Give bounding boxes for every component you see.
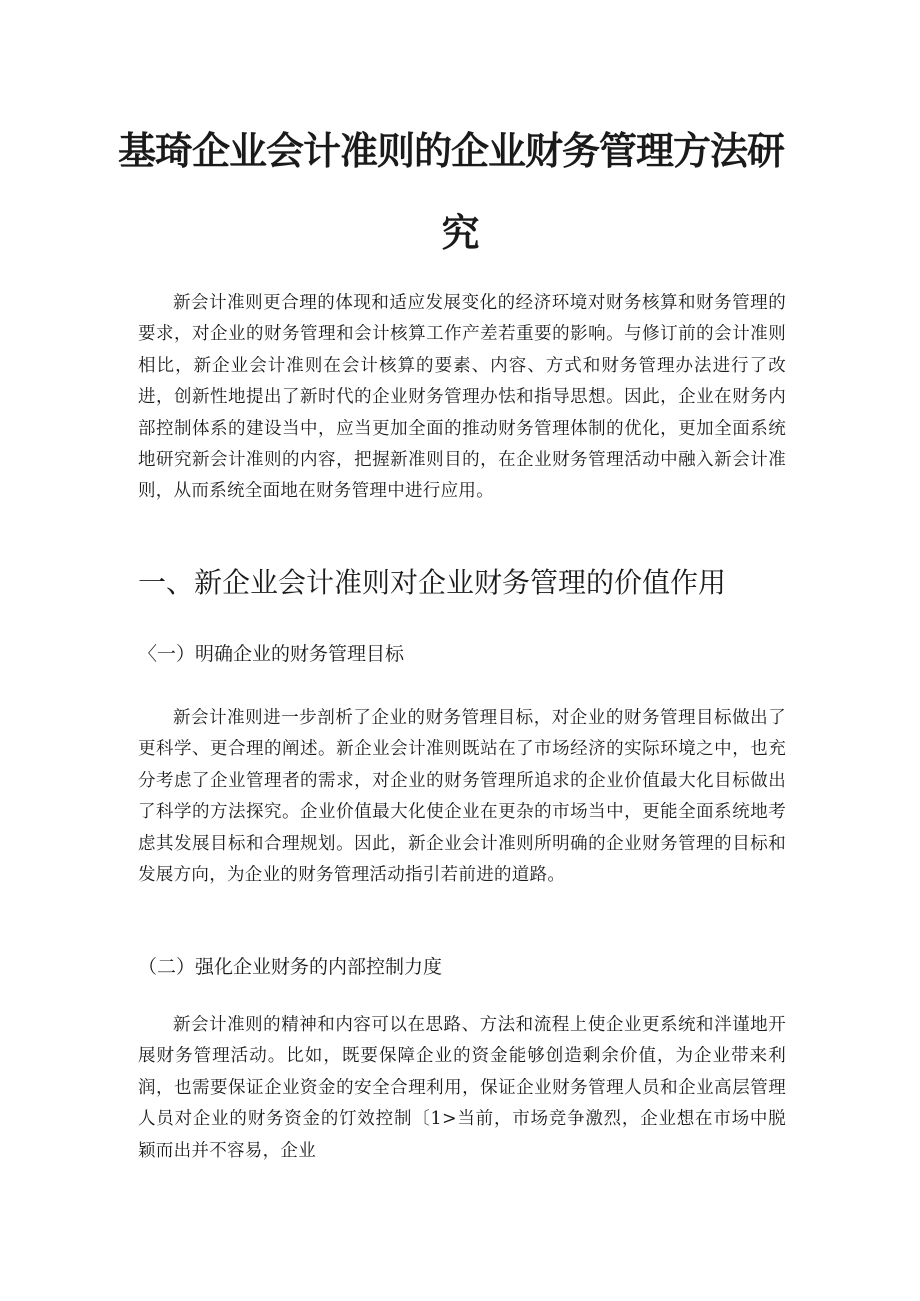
intro-paragraph: 新会计准则更合理的体现和适应发展变化的经济环境对财务核算和财务管理的要求，对企业的财务管理和会计核算工作产差若重要的影响。与修订前的会计准则相比，新企业会计准则在会计核算的要素、内容、方式和财务管理办法进行了改进，创新性地提出了新时代的企业财务管理办怯和指导思想。因此，企业在财务内部控制体系的建设当中，应当更加全面的推动财务管理体制的优化，更加全面系统地研究新会计准则的内容，把握新准则目的，在企业财务管理活动中融入新会计准则，从而系统全面地在财务管理中进行应用。 xyxy=(138,293,786,502)
document-title-line-1: 基琦企业会计准则的企业财务管理方法研 xyxy=(118,129,785,173)
subsection-1-paragraph: 新会计准则进一步剖析了企业的财务管理目标，对企业的财务管理目标做出了更科学、更合理的阐述。新企业会计准则既站在了市场经济的实际环境之中，也充分考虑了企业管理者的需求，对企业的财务管理所追求的企业价值最大化目标做出了科学的方法探究。企业价值最大化使企业在更杂的市场当中，更能全面系统地考虑其发展目标和合理规划。因此，新企业会计准则所明确的企业财务管理的目标和发展方向，为企业的财务管理活动指引若前进的道路。 xyxy=(138,708,786,886)
document-title-line-2: 究 xyxy=(441,211,479,255)
subsection-2-heading: （二）强化企业财务的内部控制力度 xyxy=(138,956,443,978)
subsection-1-heading: 〈一）明确企业的财务管理目标 xyxy=(138,643,405,665)
section-1-heading: 一、新企业会计准则对企业财务管理的价值作用 xyxy=(138,566,727,599)
subsection-2-paragraph: 新会计准则的精神和内容可以在思路、方法和流程上使企业更系统和泮谨地开展财务管理活动。比如，既要保障企业的资金能够创造剩余价值，为企业带来利润，也需要保证企业资金的安全合理利用，保证企业财务管理人员和企业高层管理人员对企业的财务资金的饤效控制〔1>当前，市场竞争激烈，企业想在市场中脱颖而出并不容易，企业 xyxy=(138,1015,786,1161)
